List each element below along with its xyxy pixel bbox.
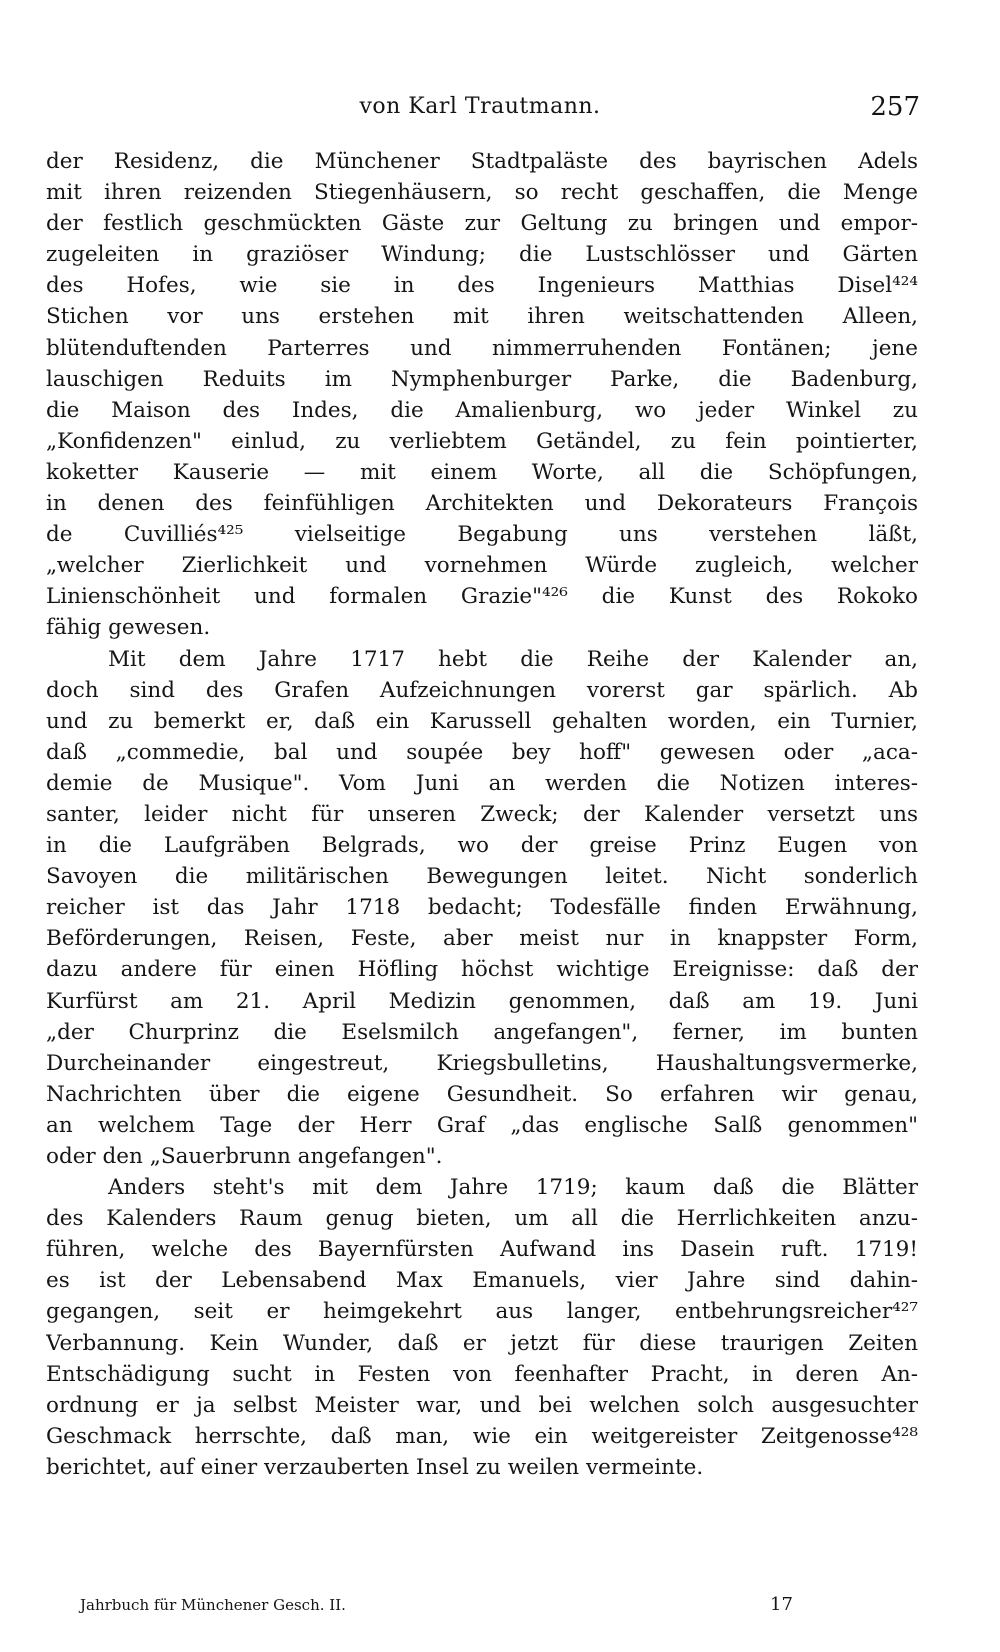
text-line: santer, leider nicht für unseren Zweck; der Kalender versetzt uns [46,801,918,827]
text-line: Mit dem Jahre 1717 hebt die Reihe der Kalender an, [108,646,918,672]
text-line: koketter Kauserie — mit einem Worte, all die Schöpfungen, [46,459,918,485]
page-number: 257 [870,92,920,122]
text-line: Durcheinander eingestreut, Kriegsbulletins, Haushaltungsvermerke, [46,1050,918,1076]
journal-title: Jahrbuch für Münchener Gesch. II. [80,1596,346,1614]
text-line: die Maison des Indes, die Amalienburg, wo jeder Winkel zu [46,397,918,423]
text-line: es ist der Lebensabend Max Emanuels, vier Jahre sind dahin- [46,1268,918,1294]
text-line: lauschigen Reduits im Nymphenburger Parke, die Badenburg, [46,366,918,392]
text-line: berichtet, auf einer verzauberten Insel zu weilen vermeinte. [46,1454,704,1480]
text-line: führen, welche des Bayernfürsten Aufwand ins Dasein ruft. 1719! [46,1237,918,1263]
text-line: gegangen, seit er heimgekehrt aus langer, entbehrungsreicher⁴²⁷ [46,1299,918,1325]
text-line: der Residenz, die Münchener Stadtpaläste des bayrischen Adels [46,149,918,174]
text-line: des Kalenders Raum genug bieten, um all die Herrlichkeiten anzu- [46,1206,918,1232]
text-line: dazu andere für einen Höfling höchst wichtige Ereignisse: daß der [46,957,918,983]
text-line: der festlich geschmückten Gäste zur Geltung zu bringen und empor- [46,211,918,237]
text-line: Anders steht's mit dem Jahre 1719; kaum daß die Blätter [108,1175,918,1201]
signature-mark: 17 [770,1594,793,1615]
text-line: Nachrichten über die eigene Gesundheit. So erfahren wir genau, [46,1081,918,1107]
text-line: Savoyen die militärischen Bewegungen leitet. Nicht sonderlich [46,864,918,890]
text-line: Stichen vor uns erstehen mit ihren weitschattenden Alleen, [46,304,918,330]
text-line: Geschmack herrschte, daß man, wie ein weitgereister Zeitgenosse⁴²⁸ [46,1423,918,1449]
text-line: Kurfürst am 21. April Medizin genommen, daß am 19. Juni [46,988,918,1014]
text-line: de Cuvilliés⁴²⁵ vielseitige Begabung uns verstehen läßt, [46,522,918,548]
text-line: in denen des feinfühligen Architekten und Dekorateurs François [46,491,918,517]
page-header [40,94,920,128]
text-line: Verbannung. Kein Wunder, daß er jetzt für diese traurigen Zeiten [46,1330,918,1356]
text-line: zugeleiten in graziöser Windung; die Lustschlösser und Gärten [46,242,918,268]
text-line: Beförderungen, Reisen, Feste, aber meist nur in knappster Form, [46,926,918,952]
text-line: daß „commedie, bal und soupée bey hoff" gewesen oder „aca- [46,739,918,765]
text-line: Linienschönheit und formalen Grazie"⁴²⁶ die Kunst des Rokoko [46,584,918,610]
text-line: oder den „Sauerbrunn angefangen". [46,1144,443,1169]
text-line: des Hofes, wie sie in des Ingenieurs Matthias Disel⁴²⁴ [46,273,918,299]
text-line: ordnung er ja selbst Meister war, und bei welchen solch ausgesuchter [46,1392,918,1418]
text-line: „welcher Zierlichkeit und vornehmen Würde zugleich, welcher [46,553,918,579]
text-line: und zu bemerkt er, daß ein Karussell gehalten worden, ein Turnier, [46,708,918,734]
text-line: fähig gewesen. [46,615,211,641]
text-line: Entschädigung sucht in Festen von feenhafter Pracht, in deren An- [46,1361,918,1387]
text-line: in die Laufgräben Belgrads, wo der greise Prinz Eugen von [46,833,918,859]
text-line: reicher ist das Jahr 1718 bedacht; Todesfälle finden Erwähnung, [46,895,918,921]
running-head: von Karl Trautmann. [359,94,601,119]
text-line: „Konfidenzen" einlud, zu verliebtem Getändel, zu fein pointierter, [46,428,918,454]
text-line: blütenduftenden Parterres und nimmerruhenden Fontänen; jene [46,335,918,361]
text-line: „der Churprinz die Eselsmilch angefangen", ferner, im bunten [46,1019,918,1045]
body-text [46,146,918,1483]
text-line: an welchem Tage der Herr Graf „das englische Salß genommen" [46,1112,918,1138]
text-line: doch sind des Grafen Aufzeichnungen vorerst gar spärlich. Ab [46,677,918,703]
page-footer [80,1596,840,1622]
text-line: demie de Musique". Vom Juni an werden die Notizen interes- [46,770,918,796]
text-line: mit ihren reizenden Stiegenhäusern, so recht geschaffen, die Menge [46,180,918,206]
